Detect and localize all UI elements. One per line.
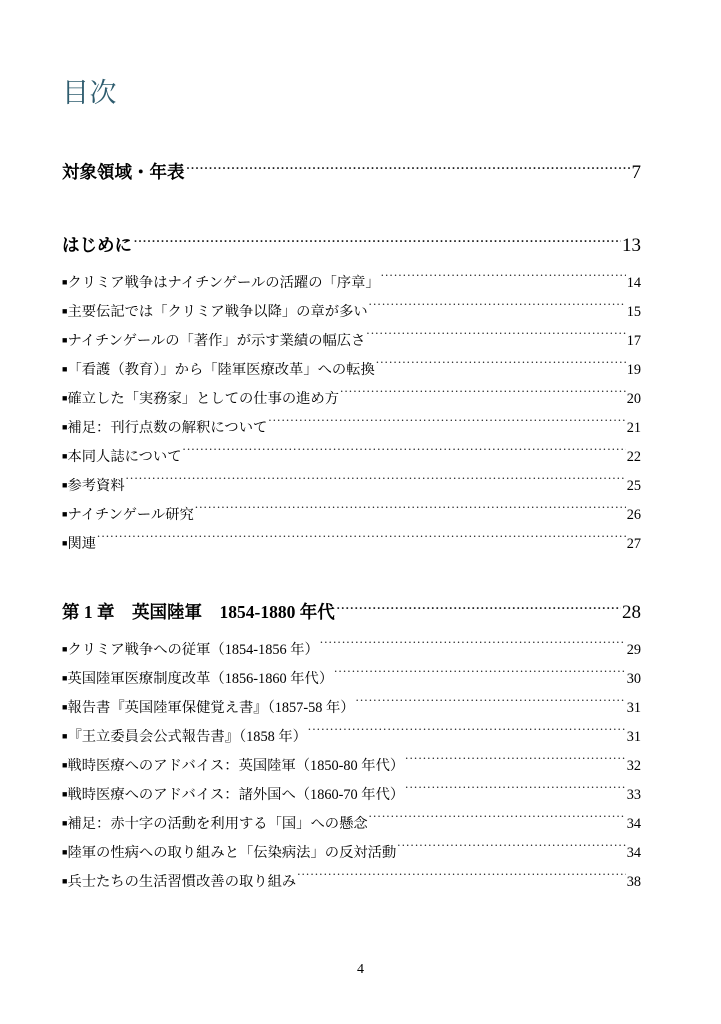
toc-entry-sub[interactable]	[62, 442, 641, 471]
toc-entry-sub[interactable]	[62, 751, 641, 780]
toc-entry-sub[interactable]	[62, 780, 641, 809]
toc-entry-text: 本同人誌について	[67, 449, 182, 465]
toc-entry-text: 補足：刊行点数の解釈について	[67, 420, 268, 436]
toc-entry-sub[interactable]	[62, 693, 641, 722]
dot-leader	[369, 302, 626, 316]
toc-entry-page-number: 34	[626, 845, 641, 861]
toc-entry-text: 補足：赤十字の活動を利用する「国」への懸念	[67, 816, 368, 832]
toc-entry-text: 報告書『英国陸軍保健覚え書』（1857-58 年）	[67, 700, 355, 716]
square-bullet-icon: ■	[62, 335, 68, 345]
toc-entry-label	[62, 693, 355, 722]
toc-entry-page-number: 28	[622, 602, 641, 623]
dot-leader	[126, 476, 626, 490]
dot-leader	[397, 843, 625, 857]
toc-entry-label	[62, 751, 404, 780]
toc-entry-sub[interactable]	[62, 838, 641, 867]
square-bullet-icon: ■	[62, 847, 68, 857]
toc-entry-label	[62, 233, 132, 257]
toc-entry-page-number: 21	[626, 420, 641, 436]
square-bullet-icon: ■	[62, 644, 68, 654]
dot-leader	[340, 389, 626, 403]
toc-entry-page-number: 30	[626, 671, 641, 687]
toc-entry-label	[62, 500, 194, 529]
toc-entry-page-number: 31	[626, 729, 641, 745]
toc-entry-label	[62, 529, 96, 558]
toc-list	[62, 160, 641, 896]
dot-leader	[381, 273, 626, 287]
toc-entry-sub[interactable]	[62, 500, 641, 529]
dot-leader	[183, 447, 626, 461]
toc-entry-page-number: 19	[626, 362, 641, 378]
toc-entry-label	[62, 326, 365, 355]
toc-entry-page-number: 26	[626, 507, 641, 523]
dot-leader	[320, 640, 626, 654]
toc-entry-text: ナイチンゲール研究	[67, 507, 194, 523]
toc-entry-label	[62, 297, 368, 326]
toc-entry-page-number: 34	[626, 816, 641, 832]
square-bullet-icon: ■	[62, 673, 68, 683]
toc-entry-page-number: 20	[626, 391, 641, 407]
dot-leader	[297, 872, 626, 886]
square-bullet-icon: ■	[62, 364, 68, 374]
toc-entry-text: 兵士たちの生活習慣改善の取り組み	[67, 874, 297, 890]
dot-leader	[405, 756, 626, 770]
toc-entry-label	[62, 384, 339, 413]
toc-entry-text: 陸軍の性病への取り組みと「伝染病法」の反対活動	[67, 845, 397, 861]
toc-entry-text: 参考資料	[67, 478, 125, 494]
dot-leader	[334, 669, 626, 683]
toc-entry-label	[62, 722, 307, 751]
toc-entry-text: 第 1 章 英国陸軍 1854-1880 年代	[62, 602, 335, 622]
toc-entry-text: クリミア戦争はナイチンゲールの活躍の「序章」	[67, 275, 380, 291]
toc-entry-page-number: 27	[626, 536, 641, 552]
toc-entry-label	[62, 780, 404, 809]
dot-leader	[134, 234, 621, 252]
toc-entry-label	[62, 838, 396, 867]
square-bullet-icon: ■	[62, 876, 68, 886]
toc-entry-page-number: 38	[626, 874, 641, 890]
toc-entry-sub[interactable]	[62, 867, 641, 896]
toc-entry-label	[62, 268, 380, 297]
toc-entry-label	[62, 413, 267, 442]
toc-entry-text: はじめに	[62, 235, 132, 255]
toc-entry-label	[62, 442, 182, 471]
square-bullet-icon: ■	[62, 789, 68, 799]
toc-entry-text: 戦時医療へのアドバイス：英国陸軍（1850-80 年代）	[67, 758, 405, 774]
page-title: 目次	[62, 78, 117, 108]
toc-entry-page-number: 14	[626, 275, 641, 291]
toc-entry-label	[62, 664, 333, 693]
dot-leader	[356, 698, 626, 712]
toc-entry-sub[interactable]	[62, 529, 641, 558]
toc-entry-sub[interactable]	[62, 268, 641, 297]
toc-entry-sub[interactable]	[62, 722, 641, 751]
square-bullet-icon: ■	[62, 480, 68, 490]
square-bullet-icon: ■	[62, 538, 68, 548]
toc-entry-sub[interactable]	[62, 355, 641, 384]
dot-leader	[405, 785, 626, 799]
toc-entry-text: ナイチンゲールの「著作」が示す業績の幅広さ	[67, 333, 366, 349]
toc-entry-text: クリミア戦争への従軍（1854-1856 年）	[67, 642, 319, 658]
toc-entry-sub[interactable]	[62, 471, 641, 500]
toc-entry-label	[62, 809, 368, 838]
dot-leader	[337, 601, 621, 619]
toc-entry-sub[interactable]	[62, 413, 641, 442]
square-bullet-icon: ■	[62, 731, 68, 741]
square-bullet-icon: ■	[62, 818, 68, 828]
footer-page-number: 4	[357, 962, 364, 977]
square-bullet-icon: ■	[62, 760, 68, 770]
dot-leader	[308, 727, 626, 741]
toc-entry-text: 「看護（教育）」から「陸軍医療改革」への転換	[67, 362, 375, 378]
toc-entry-text: 対象領域・年表	[62, 162, 185, 182]
dot-leader	[366, 331, 625, 345]
toc-entry-major[interactable]	[62, 600, 641, 625]
toc-entry-page-number: 29	[626, 642, 641, 658]
toc-entry-page-number: 13	[622, 235, 641, 256]
toc-entry-page-number: 32	[626, 758, 641, 774]
toc-entry-page-number: 33	[626, 787, 641, 803]
square-bullet-icon: ■	[62, 306, 68, 316]
toc-entry-text: 『王立委員会公式報告書』（1858 年）	[67, 729, 307, 745]
toc-entry-page-number: 15	[626, 304, 641, 320]
toc-entry-label	[62, 160, 185, 184]
square-bullet-icon: ■	[62, 509, 68, 519]
toc-entry-text: 主要伝記では「クリミア戦争以降」の章が多い	[67, 304, 368, 320]
dot-leader	[187, 161, 631, 179]
toc-entry-page-number: 31	[626, 700, 641, 716]
square-bullet-icon: ■	[62, 393, 68, 403]
toc-entry-label	[62, 867, 296, 896]
toc-entry-sub[interactable]	[62, 384, 641, 413]
toc-entry-sub[interactable]	[62, 809, 641, 838]
toc-entry-sub[interactable]	[62, 326, 641, 355]
square-bullet-icon: ■	[62, 277, 68, 287]
toc-entry-page-number: 22	[626, 449, 641, 465]
square-bullet-icon: ■	[62, 702, 68, 712]
square-bullet-icon: ■	[62, 422, 68, 432]
toc-entry-label	[62, 600, 335, 624]
toc-entry-text: 戦時医療へのアドバイス：諸外国へ（1860-70 年代）	[67, 787, 405, 803]
toc-entry-page-number: 25	[626, 478, 641, 494]
dot-leader	[376, 360, 626, 374]
toc-entry-sub[interactable]	[62, 635, 641, 664]
toc-entry-label	[62, 635, 319, 664]
toc-entry-text: 英国陸軍医療制度改革（1856-1860 年代）	[67, 671, 334, 687]
dot-leader	[195, 505, 626, 519]
toc-entry-text: 関連	[67, 536, 97, 552]
toc-entry-page-number: 17	[626, 333, 641, 349]
toc-entry-major[interactable]	[62, 233, 641, 258]
square-bullet-icon: ■	[62, 451, 68, 461]
dot-leader	[97, 534, 626, 548]
toc-entry-label	[62, 471, 125, 500]
dot-leader	[369, 814, 626, 828]
toc-entry-sub[interactable]	[62, 297, 641, 326]
toc-entry-page-number: 7	[631, 162, 641, 183]
toc-entry-label	[62, 355, 375, 384]
toc-entry-text: 確立した「実務家」としての仕事の進め方	[67, 391, 340, 407]
toc-entry-major[interactable]	[62, 160, 641, 185]
toc-entry-sub[interactable]	[62, 664, 641, 693]
dot-leader	[268, 418, 625, 432]
